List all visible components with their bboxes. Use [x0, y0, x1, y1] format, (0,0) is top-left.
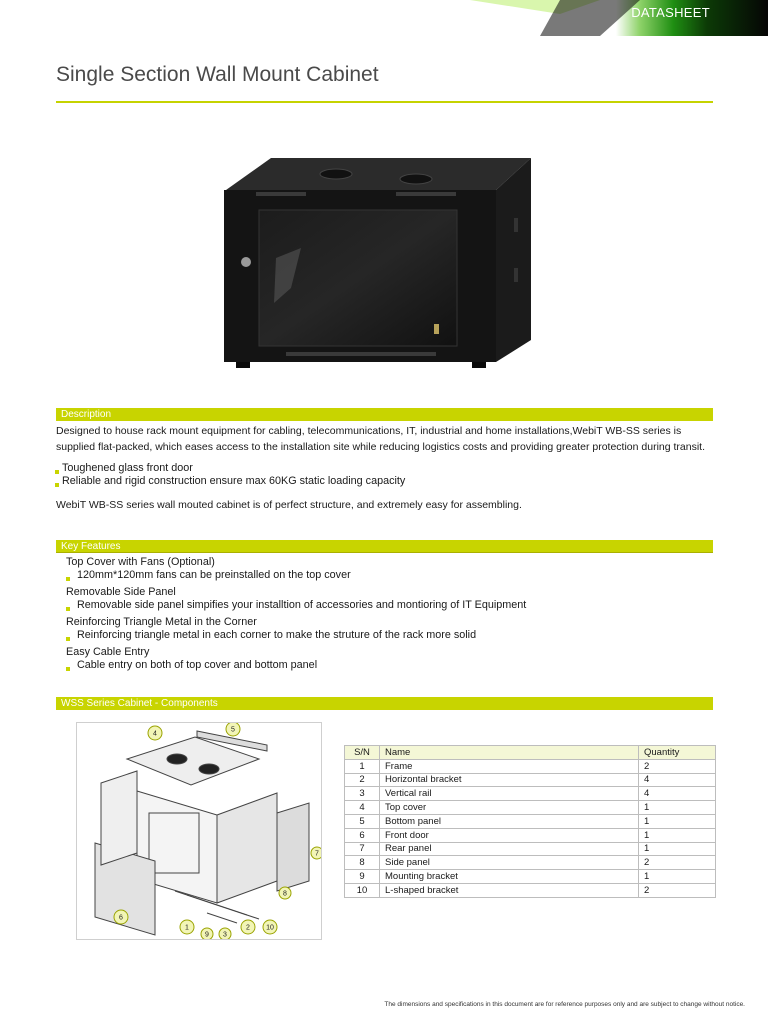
feature-item: [66, 646, 706, 672]
feature-item: [66, 586, 706, 612]
bullet-icon: [55, 470, 59, 474]
cell-quantity: 1: [639, 870, 716, 884]
table-row: [345, 787, 716, 801]
cell-name: L-shaped bracket: [380, 883, 639, 897]
footer-disclaimer: The dimensions and specifications in this document are for reference purposes only and are subject to change without notice.: [384, 1001, 745, 1008]
table-row: [345, 759, 716, 773]
feature-title: Reinforcing Triangle Metal in the Corner: [66, 616, 257, 628]
title-divider: [56, 101, 713, 103]
diagram-callout: 9: [205, 931, 209, 939]
table-row: [345, 773, 716, 787]
feature-desc: [66, 629, 706, 642]
feature-desc: [66, 569, 706, 582]
list-item: [54, 462, 405, 475]
table-row: [345, 842, 716, 856]
feature-desc: [66, 659, 706, 672]
cell-quantity: 2: [639, 883, 716, 897]
diagram-callout: 10: [266, 924, 274, 932]
feature-desc-text: Removable side panel simpifies your installtion of accessories and montioring of IT Equipment: [77, 599, 527, 611]
diagram-callout: 8: [283, 890, 287, 898]
col-name: Name: [380, 746, 639, 760]
cell-sn: 4: [345, 801, 380, 815]
diagram-callout: 1: [185, 924, 189, 932]
cell-quantity: 1: [639, 828, 716, 842]
diagram-callout: 6: [119, 914, 123, 922]
table-row: [345, 814, 716, 828]
cell-sn: 10: [345, 883, 380, 897]
exploded-diagram: [76, 722, 322, 940]
cell-quantity: 1: [639, 814, 716, 828]
feature-desc-text: Cable entry on both of top cover and bottom panel: [77, 659, 318, 671]
feature-desc-text: Reinforcing triangle metal in each corner to make the struture of the rack more solid: [77, 629, 477, 641]
cell-sn: 9: [345, 870, 380, 884]
cell-name: Side panel: [380, 856, 639, 870]
cell-quantity: 1: [639, 842, 716, 856]
cell-sn: 5: [345, 814, 380, 828]
cell-quantity: 2: [639, 759, 716, 773]
cell-name: Top cover: [380, 801, 639, 815]
diagram-callout: 4: [153, 730, 157, 738]
description-bullets: [54, 462, 405, 488]
col-quantity: Quantity: [639, 746, 716, 760]
bullet-icon: [55, 483, 59, 487]
cell-name: Horizontal bracket: [380, 773, 639, 787]
components-heading: WSS Series Cabinet - Components: [56, 697, 713, 710]
diagram-callout: 5: [231, 726, 235, 734]
cell-quantity: 4: [639, 773, 716, 787]
cell-name: Frame: [380, 759, 639, 773]
cell-sn: 7: [345, 842, 380, 856]
key-features-list: [66, 556, 706, 676]
bullet-text: Toughened glass front door: [62, 462, 193, 474]
table-row: [345, 870, 716, 884]
cell-sn: 3: [345, 787, 380, 801]
cell-sn: 6: [345, 828, 380, 842]
product-photo: [196, 128, 576, 390]
cell-sn: 8: [345, 856, 380, 870]
cell-name: Rear panel: [380, 842, 639, 856]
table-row: [345, 801, 716, 815]
bullet-icon: [66, 667, 70, 671]
diagram-callout: 3: [223, 931, 227, 939]
description-text: Designed to house rack mount equipment for cabling, telecommunications, IT, industrial and home installations,WebiT WB-SS series is supplied flat-packed, which eases access to the installation site while reducing logistics costs and providing greater protection during transit.: [56, 425, 706, 453]
cell-quantity: 1: [639, 801, 716, 815]
table-row: [345, 828, 716, 842]
page-title: Single Section Wall Mount Cabinet: [56, 63, 379, 86]
feature-title: Removable Side Panel: [66, 586, 176, 598]
feature-item: [66, 556, 706, 582]
cell-name: Vertical rail: [380, 787, 639, 801]
bullet-icon: [66, 637, 70, 641]
feature-title: Top Cover with Fans (Optional): [66, 556, 215, 568]
table-row: [345, 883, 716, 897]
feature-desc: [66, 599, 706, 612]
cell-quantity: 4: [639, 787, 716, 801]
bullet-icon: [66, 607, 70, 611]
cell-name: Bottom panel: [380, 814, 639, 828]
description-heading: Description: [56, 408, 713, 421]
feature-desc-text: 120mm*120mm fans can be preinstalled on the top cover: [77, 569, 351, 581]
cell-name: Mounting bracket: [380, 870, 639, 884]
bullet-text: Reliable and rigid construction ensure max 60KG static loading capacity: [62, 475, 406, 487]
components-table: [344, 745, 716, 898]
bullet-icon: [66, 577, 70, 581]
cell-quantity: 2: [639, 856, 716, 870]
table-row: [345, 856, 716, 870]
feature-item: [66, 616, 706, 642]
table-header-row: [345, 746, 716, 760]
cell-sn: 2: [345, 773, 380, 787]
feature-title: Easy Cable Entry: [66, 646, 150, 658]
diagram-callout: 2: [246, 924, 250, 932]
datasheet-label: DATASHEET: [631, 5, 710, 20]
diagram-callout: 7: [315, 850, 319, 858]
header-banner: [0, 0, 768, 36]
cell-sn: 1: [345, 759, 380, 773]
cell-name: Front door: [380, 828, 639, 842]
col-sn: S/N: [345, 746, 380, 760]
description-note: WebiT WB-SS series wall mouted cabinet is of perfect structure, and extremely easy for assembling.: [56, 499, 522, 511]
key-features-heading: Key Features: [56, 540, 713, 553]
list-item: [54, 475, 405, 488]
